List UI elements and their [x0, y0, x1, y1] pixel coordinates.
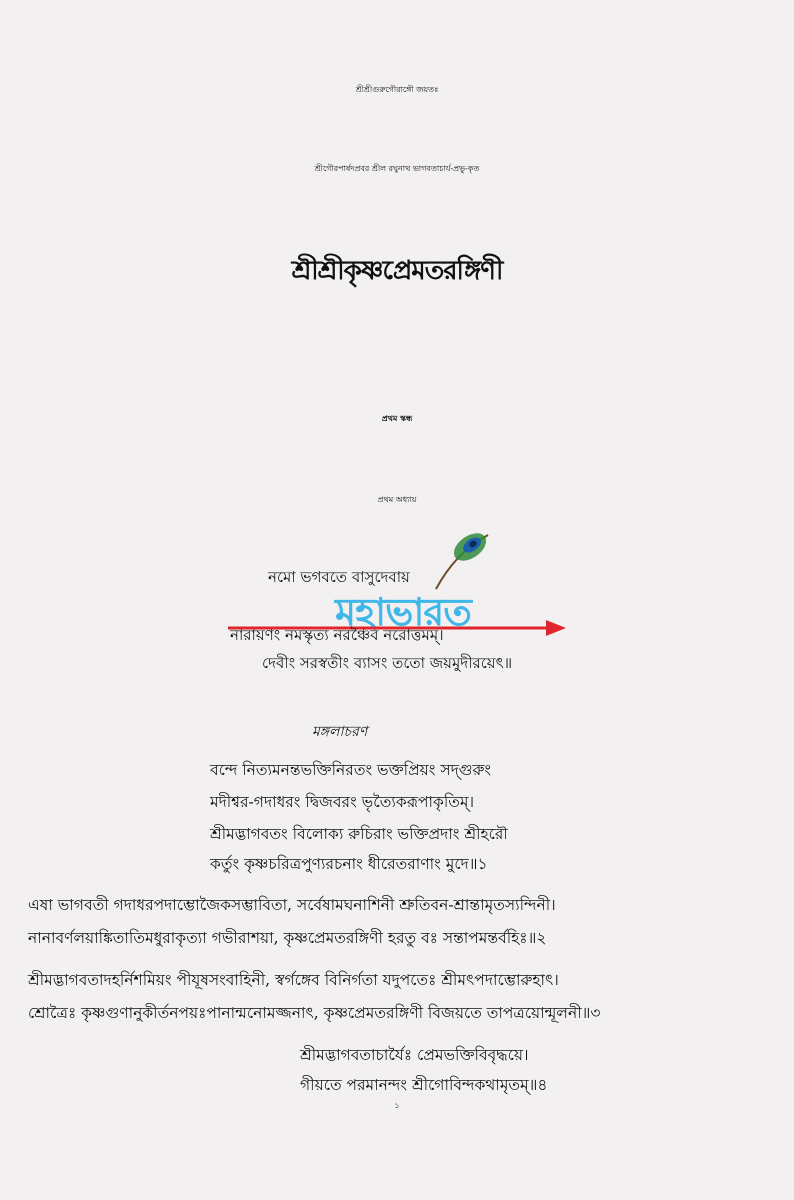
verse-line: শ্রোত্রৈঃ কৃষ্ণগুণানুকীর্তনপয়ঃপানান্মনোমজ্জনাৎ, কৃষ্ণপ্রেমতরঙ্গিণী বিজয়তে তাপত্রয়োন্মূলনী॥৩	[28, 1004, 601, 1022]
section-heading: মঙ্গলাচরণ	[312, 724, 368, 740]
verse-line: শ্রীমদ্ভাগবতাচার্যৈঃ প্রেমভক্তিবিবৃদ্ধয়ে।	[300, 1046, 529, 1064]
verse-line: নানাবর্ণলয়াঙ্কিতাতিমধুরাকৃত্যা গভীরাশয়া, কৃষ্ণপ্রেমতরঙ্গিণী হরতু বঃ সন্তাপমন্তর্বহিঃ॥২	[28, 929, 547, 947]
verse-line: শ্রীমদ্ভাগবতং বিলোক্য রুচিরাং ভক্তিপ্রদাং শ্রীহরৌ	[210, 825, 508, 843]
salutation-line: নমো ভগবতে বাসুদেবায়	[268, 568, 410, 586]
author-subtitle: শ্রীগৌরপার্ষদপ্রবর শ্রীল রঘুনাথ ভাগবতাচার্য-প্রভু-কৃত	[314, 164, 480, 173]
verse-line: মদীশ্বর-গদাধরং দ্বিজবরং ভৃত্যৈকরূপাকৃতিম্।	[210, 793, 475, 811]
verse-line: বন্দে নিত্যমনন্তভক্তিনিরতং ভক্তপ্রিয়ং সদ্গুরুং	[210, 761, 492, 779]
skandha-heading: প্রথম স্কন্ধ	[381, 413, 413, 423]
page-number: ১	[394, 1101, 400, 1110]
salutation-line: দেবীং সরস্বতীং ব্যাসং ততো জয়মুদীরয়েৎ॥	[262, 654, 513, 672]
verse-line: কর্তুং কৃষ্ণচরিত্রপুণ্যরচনাং ধীরেতরাণাং মুদে॥১	[210, 855, 488, 873]
salutation-line: নারায়ণং নমস্কৃত্য নরঞ্চৈব নরোত্তমম্।	[230, 626, 444, 644]
book-title: শ্রীশ্রীকৃষ্ণপ্রেমতরঙ্গিণী	[291, 256, 503, 286]
verse-line: এষা ভাগবতী গদাধরপদাম্ভোজৈকসম্ভাবিতা, সর্বেষামঘনাশিনী শ্রুতিবন-শ্রান্তামৃতস্যন্দিনী।	[28, 896, 556, 914]
verse-line: শ্রীমদ্ভাগবতাদহর্নিশমিয়ং পীযূষসংবাহিনী, স্বর্গঙ্গেব বিনির্গতা যদুপতেঃ শ্রীমৎপদাম্ভোরুহাৎ।	[28, 971, 559, 989]
verse-line: গীয়তে পরমানন্দং শ্রীগোবিন্দকথামৃতম্॥৪	[300, 1076, 548, 1094]
chapter-heading: প্রথম অধ্যায়	[377, 495, 417, 504]
invocation-line: শ্রীশ্রীগুরুগৌরাঙ্গৌ জয়তঃ	[355, 85, 439, 94]
watermark-logo: মহাভারত	[335, 590, 471, 634]
